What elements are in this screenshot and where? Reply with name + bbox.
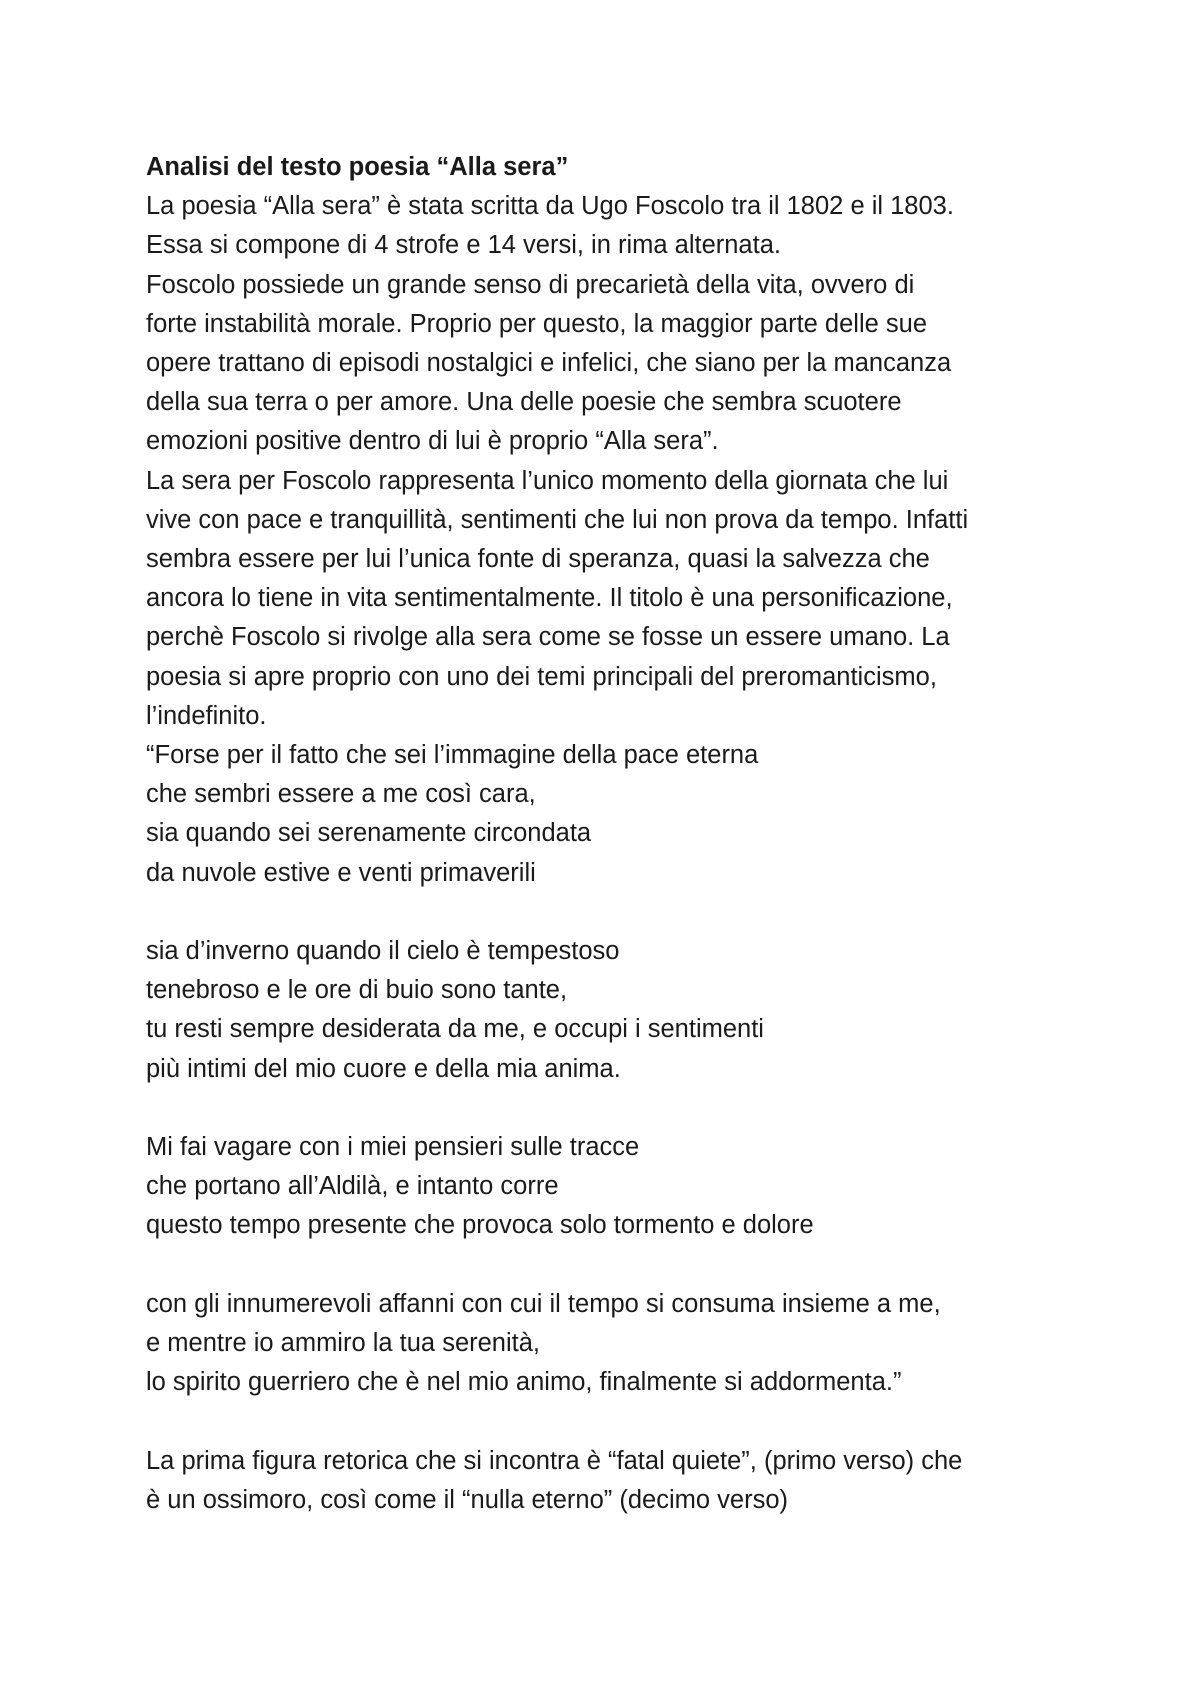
text-line: l’indefinito. [146,701,267,730]
document-body [146,148,1086,1520]
text-line: La poesia “Alla sera” è stata scritta da Ugo Foscolo tra il 1802 e il 1803. [146,192,954,221]
document-title: Analisi del testo poesia “Alla sera” [146,153,569,181]
blank-line [146,1402,1086,1441]
blank-line [146,893,1086,932]
poem-line: questo tempo presente che provoca solo tormento e dolore [146,1211,814,1240]
poem-line: da nuvole estive e venti primaverili [146,858,536,887]
text-line: opere trattano di episodi nostalgici e infelici, che siano per la mancanza [146,349,952,378]
text-line: è un ossimoro, così come il “nulla eterno” (decimo verso) [146,1485,788,1514]
poem-line: Mi fai vagare con i miei pensieri sulle tracce [146,1133,640,1162]
text-line: La sera per Foscolo rappresenta l’unico momento della giornata che lui [146,466,949,495]
poem-line: tenebroso e le ore di buio sono tante, [146,976,568,1005]
poem-line: sia d’inverno quando il cielo è tempestoso [146,937,620,966]
text-line: ancora lo tiene in vita sentimentalmente. Il titolo è una personificazione, [146,584,953,613]
poem-line: tu resti sempre desiderata da me, e occupi i sentimenti [146,1015,764,1044]
text-line: sembra essere per lui l’unica fonte di speranza, quasi la salvezza che [146,545,930,574]
text-line: Essa si compone di 4 strofe e 14 versi, in rima alternata. [146,231,781,260]
text-line: emozioni positive dentro di lui è proprio “Alla sera”. [146,427,719,456]
text-line: perchè Foscolo si rivolge alla sera come se fosse un essere umano. La [146,623,950,652]
poem-line: “Forse per il fatto che sei l’immagine della pace eterna [146,741,759,770]
poem-line: con gli innumerevoli affanni con cui il tempo si consuma insieme a me, [146,1289,941,1318]
text-line: La prima figura retorica che si incontra è “fatal quiete”, (primo verso) che [146,1446,963,1475]
blank-line [146,1089,1086,1128]
poem-line: che sembri essere a me così cara, [146,780,536,809]
text-line: Foscolo possiede un grande senso di precarietà della vita, ovvero di [146,270,915,299]
text-line: poesia si apre proprio con uno dei temi principali del preromanticismo, [146,662,937,691]
poem-line: più intimi del mio cuore e della mia anima. [146,1054,621,1083]
blank-line [146,1246,1086,1285]
poem-line: che portano all’Aldilà, e intanto corre [146,1172,559,1201]
poem-line: lo spirito guerriero che è nel mio animo, finalmente si addormenta.” [146,1368,902,1397]
text-line: vive con pace e tranquillità, sentimenti che lui non prova da tempo. Infatti [146,505,969,534]
text-line: forte instabilità morale. Proprio per questo, la maggior parte delle sue [146,309,927,338]
poem-line: sia quando sei serenamente circondata [146,819,592,848]
poem-line: e mentre io ammiro la tua serenità, [146,1329,541,1358]
text-line: della sua terra o per amore. Una delle poesie che sembra scuotere [146,388,902,417]
